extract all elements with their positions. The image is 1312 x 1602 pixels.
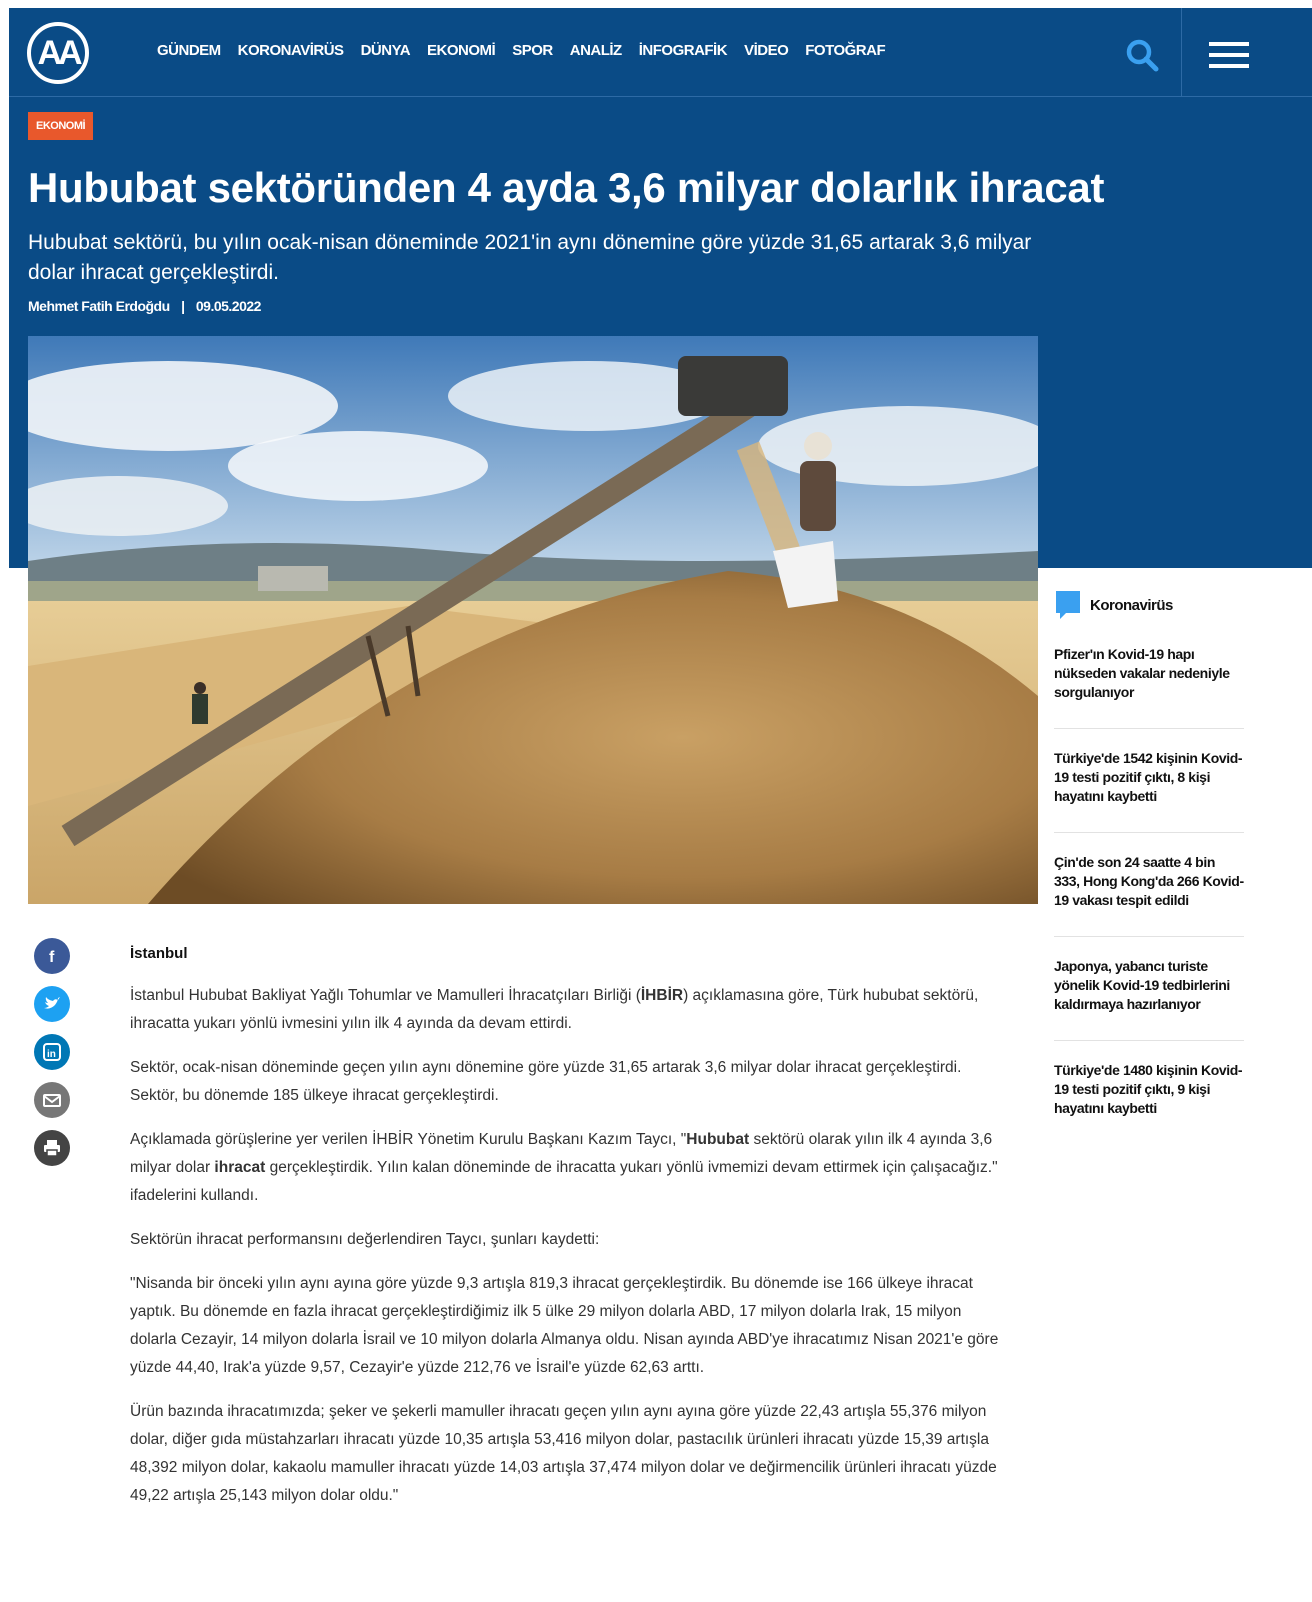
- aa-logo[interactable]: AA: [27, 22, 89, 84]
- dateline: İstanbul: [130, 945, 188, 962]
- p3-text-c: sektörü olarak yılın ilk 4 ayında 3,6 milyar dolar: [130, 1131, 993, 1176]
- sidebar-news-item[interactable]: Japonya, yabancı turiste yönelik Kovid-19 tedbirlerini kaldırmaya hazırlanıyor: [1054, 937, 1244, 1041]
- byline: [28, 298, 261, 314]
- facebook-icon: [42, 946, 62, 966]
- sidebar-news-item[interactable]: Pfizer'ın Kovid-19 hapı nükseden vakalar nedeniyle sorgulanıyor: [1054, 625, 1244, 729]
- paragraph-3: [130, 1126, 1000, 1210]
- twitter-icon: [42, 994, 62, 1014]
- hububat-tag-link[interactable]: Hububat: [686, 1131, 750, 1148]
- nav-dunya[interactable]: DÜNYA: [360, 42, 411, 59]
- sidebar-header: [1054, 585, 1244, 625]
- p3-text-a: Açıklamada görüşlerine yer verilen İHBİR Yönetim Kurulu Başkanı Kazım Taycı, ": [130, 1131, 687, 1148]
- main-nav: [157, 42, 885, 59]
- share-facebook-button[interactable]: [34, 938, 70, 974]
- category-badge[interactable]: EKONOMİ: [28, 112, 93, 140]
- article-body: [130, 940, 1000, 1526]
- share-email-button[interactable]: [34, 1082, 70, 1118]
- print-icon: [42, 1138, 62, 1158]
- nav-infografik[interactable]: İNFOGRAFİK: [638, 42, 728, 59]
- sidebar-news-item[interactable]: Türkiye'de 1480 kişinin Kovid-19 testi pozitif çıktı, 9 kişi hayatını kaybetti: [1054, 1062, 1243, 1116]
- top-header: [9, 8, 1312, 97]
- publish-date: 09.05.2022: [195, 298, 261, 314]
- p1-text-c: ) açıklamasına göre, Türk hububat sektörü, ihracatta yukarı yönlü ivmesini yılın ilk 4 ayında da devam ettirdi.: [130, 987, 979, 1032]
- svg-text:in: in: [47, 1049, 56, 1060]
- search-icon[interactable]: [1125, 38, 1159, 72]
- hamburger-menu-icon[interactable]: [1209, 40, 1249, 70]
- paragraph-4: Sektörün ihracat performansını değerlendiren Taycı, şunları kaydetti:: [130, 1231, 600, 1248]
- nav-ekonomi[interactable]: EKONOMİ: [427, 42, 496, 59]
- author-name[interactable]: Mehmet Fatih Erdoğdu: [28, 298, 170, 314]
- paragraph-6: Ürün bazında ihracatımızda; şeker ve şekerli mamuller ihracatı geçen yılın aynı ayına göre yüzde 22,43 artışla 55,376 milyon dolar, diğer gıda müstahzarları ihracatı yüzde 10,35 artışla 53,416 milyon dolar, pastacılık ürünleri ihracatı yüzde 15,39 artışla 48,392 milyon dolar, kakaolu mamuller ihracatı yüzde 14,03 artışla 37,474 milyon dolar ve değirmencilik ürünleri ihracatı yüzde 49,22 artışla 25,143 milyon dolar oldu.": [130, 1403, 997, 1504]
- ihbir-link[interactable]: İHBİR: [640, 987, 684, 1004]
- linkedin-icon: [42, 1042, 62, 1062]
- hero-image: [28, 336, 1038, 904]
- share-twitter-button[interactable]: [34, 986, 70, 1022]
- sidebar-title[interactable]: Koronavirüs: [1090, 596, 1173, 614]
- sidebar-news-item[interactable]: Çin'de son 24 saatte 4 bin 333, Hong Kong'da 266 Kovid-19 vakası tespit edildi: [1054, 833, 1244, 937]
- share-print-button[interactable]: [34, 1130, 70, 1166]
- article-summary: Hububat sektörü, bu yılın ocak-nisan döneminde 2021'in aynı dönemine göre yüzde 31,65 artarak 3,6 milyar dolar ihracat gerçekleştirdi.: [28, 231, 1032, 284]
- share-linkedin-button[interactable]: [34, 1034, 70, 1070]
- wheat-harvest-photo: [28, 336, 1038, 904]
- nav-analiz[interactable]: ANALİZ: [569, 42, 622, 59]
- paragraph-5: "Nisanda bir önceki yılın aynı ayına göre yüzde 9,3 artışla 819,3 ihracat gerçekleştirdik. Bu dönemde ise 166 ülkeye ihracat yaptık. Bu dönemde en fazla ihracat gerçekleştirdiğimiz ilk 5 ülke 29 milyon dolarla ABD, 17 milyon dolarla Irak, 15 milyon dolarla Cezayir, 14 milyon dolarla İsrail ve 10 milyon dolarla Almanya oldu. Nisan ayında ABD'ye ihracatımız Nisan 2021'e göre yüzde 44,40, Irak'a yüzde 9,57, Cezayir'e yüzde 212,76 ve İsrail'e yüzde 62,63 arttı.: [130, 1275, 999, 1376]
- related-sidebar: [1054, 585, 1244, 1144]
- ihracat-tag-link[interactable]: ihracat: [214, 1159, 266, 1176]
- paragraph-2: Sektör, ocak-nisan döneminde geçen yılın aynı dönemine göre yüzde 31,65 artarak 3,6 milyar dolar ihracat gerçekleştirdi. Sektör, bu dönemde 185 ülkeye ihracat gerçekleştirdi.: [130, 1059, 962, 1104]
- menu-divider: [1181, 8, 1182, 96]
- sidebar-news-item[interactable]: Türkiye'de 1542 kişinin Kovid-19 testi pozitif çıktı, 8 kişi hayatını kaybetti: [1054, 729, 1244, 833]
- nav-video[interactable]: VİDEO: [744, 42, 789, 59]
- p3-text-e: gerçekleştirdik. Yılın kalan döneminde de ihracatta yukarı yönlü ivmemizi devam ettirmek için çalışacağız." ifadelerini kullandı.: [130, 1159, 998, 1204]
- article-title: Hububat sektöründen 4 ayda 3,6 milyar dolarlık ihracat: [28, 164, 1105, 211]
- nav-gundem[interactable]: GÜNDEM: [157, 42, 221, 59]
- speech-bubble-icon: [1054, 589, 1082, 621]
- p1-text-a: İstanbul Hububat Bakliyat Yağlı Tohumlar ve Mamulleri İhracatçıları Birliği (: [130, 987, 641, 1004]
- nav-spor[interactable]: SPOR: [512, 42, 553, 59]
- email-icon: [42, 1090, 62, 1110]
- nav-koronavirus[interactable]: KORONAVİRÜS: [237, 42, 344, 59]
- nav-fotograf[interactable]: FOTOĞRAF: [805, 42, 886, 59]
- paragraph-1: [130, 982, 1000, 1038]
- svg-text:f: f: [49, 949, 55, 966]
- byline-separator: |: [181, 298, 185, 314]
